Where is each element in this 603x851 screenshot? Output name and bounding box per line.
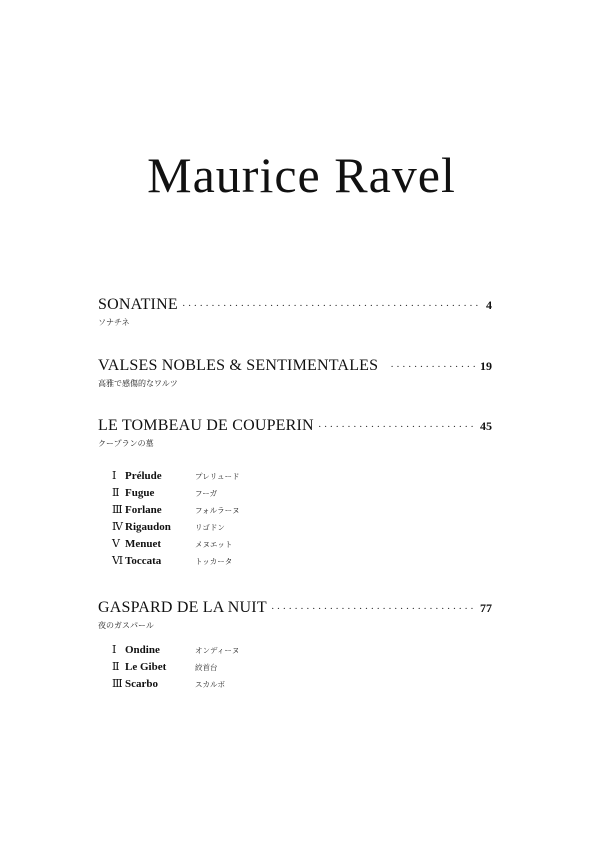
toc-entry-subtitle: クープランの墓 <box>98 439 154 448</box>
movement-number: Ⅱ <box>112 661 120 673</box>
movement-item <box>112 660 239 677</box>
movement-number: Ⅴ <box>112 538 120 550</box>
dot-leader <box>318 417 476 437</box>
movement-name: Le Gibet <box>125 661 167 673</box>
toc-entry-line <box>98 356 492 377</box>
movement-name-jp: リゴドン <box>195 523 225 532</box>
movement-item <box>112 643 239 660</box>
movement-list-tombeau <box>112 469 240 571</box>
movement-item <box>112 677 239 694</box>
movement-name-jp: メヌエット <box>195 540 233 549</box>
movement-number: Ⅱ <box>112 487 120 499</box>
movement-name-jp: プレリュード <box>195 472 240 481</box>
movement-name-jp: トッカータ <box>195 557 233 566</box>
movement-name-jp: スカルボ <box>195 680 225 689</box>
movement-name: Prélude <box>125 470 162 482</box>
dot-leader <box>182 296 482 316</box>
toc-entry-line <box>98 295 492 316</box>
toc-page-number: 45 <box>480 419 492 433</box>
movement-name: Scarbo <box>125 678 158 690</box>
movement-number: Ⅲ <box>112 504 123 516</box>
movement-name-jp: オンディーヌ <box>195 646 240 655</box>
toc-entry-title: VALSES NOBLES & SENTIMENTALES <box>98 357 379 374</box>
toc-entry-sonatine[interactable] <box>98 295 492 329</box>
movement-name: Ondine <box>125 644 160 656</box>
movement-list-gaspard <box>112 643 239 694</box>
movement-name: Menuet <box>125 538 162 550</box>
movement-name-jp: フォルラーヌ <box>195 506 240 515</box>
movement-number: Ⅰ <box>112 644 117 656</box>
movement-item <box>112 537 240 554</box>
movement-item <box>112 503 240 520</box>
movement-name: Toccata <box>125 555 162 567</box>
movement-item <box>112 486 240 503</box>
toc-entry-valses[interactable] <box>98 356 492 390</box>
toc-entry-gaspard[interactable] <box>98 598 492 632</box>
toc-entry-tombeau[interactable] <box>98 416 492 450</box>
toc-entry-title: LE TOMBEAU DE COUPERIN <box>98 417 314 434</box>
movement-name-jp: フーガ <box>195 489 218 498</box>
toc-entry-title: SONATINE <box>98 296 178 313</box>
movement-item <box>112 554 240 571</box>
movement-number: Ⅲ <box>112 678 123 690</box>
dot-leader <box>271 599 476 619</box>
movement-number: Ⅵ <box>112 555 124 567</box>
movement-number: Ⅰ <box>112 470 117 482</box>
movement-name: Forlane <box>125 504 162 516</box>
toc-entry-subtitle: 高雅で感傷的なワルツ <box>98 379 178 388</box>
toc-entry-subtitle: 夜のガスパール <box>98 621 154 630</box>
movement-item <box>112 469 240 486</box>
toc-page-number: 77 <box>480 601 492 615</box>
page-title: Maurice Ravel <box>147 147 456 203</box>
movement-name: Rigaudon <box>125 521 171 533</box>
movement-item <box>112 520 240 537</box>
movement-name: Fugue <box>125 487 155 499</box>
movement-number: Ⅳ <box>112 521 123 533</box>
toc-entry-title: GASPARD DE LA NUIT <box>98 599 267 616</box>
toc-entry-subtitle: ソナチネ <box>98 318 130 327</box>
dot-leader <box>390 357 476 377</box>
toc-entry-line <box>98 416 492 437</box>
toc-page-number: 19 <box>480 359 492 373</box>
toc-entry-line <box>98 598 492 619</box>
toc-page-number: 4 <box>486 298 492 312</box>
movement-name-jp: 絞首台 <box>195 663 218 672</box>
